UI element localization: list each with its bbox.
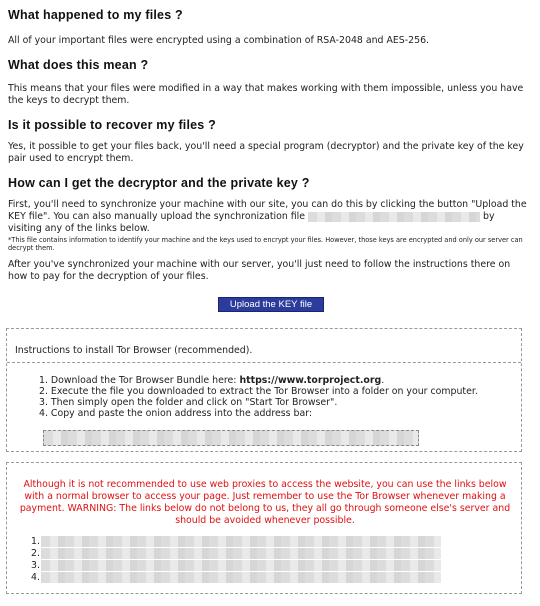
text-decryptor-part1: First, you'll need to synchronize your machine with our site, you can do this by clicking the button "Upload the KEY file". You can also manually upload the synchronization file [8, 199, 527, 222]
tor-step-3: 3. Then simply open the folder and click on "Start Tor Browser". [39, 397, 338, 408]
proxy-link-row-4: 4. [31, 571, 441, 583]
text-decryptor-part2: by visiting any of the links below. [8, 211, 495, 234]
proxy-link-row-2: 2. [31, 547, 441, 559]
heading-decryptor: How can I get the decryptor and the private key ? [8, 176, 310, 190]
tor-step-1: 1. Download the Tor Browser Bundle here: https://www.torproject.org. [39, 375, 385, 386]
tor-steps-list [39, 375, 478, 419]
text-decryptor [8, 199, 528, 235]
text-what-mean: This means that your files were modified in a way that makes working with them impossible, unless you have the keys to decrypt them. [8, 83, 524, 106]
text-what-happened: All of your important files were encrypted using a combination of RSA-2048 and AES-256. [8, 35, 430, 46]
proxy-links-list [31, 535, 441, 583]
tor-instructions-box [6, 328, 522, 452]
upload-key-file-button[interactable]: Upload the KEY file [218, 297, 324, 312]
text-after-sync: After you've synchronized your machine with our server, you'll just need to follow the instructions there on how to pay for the decryption of your files. [8, 259, 511, 282]
proxy-link-row-3: 3. [31, 559, 441, 571]
heading-what-mean: What does this mean ? [8, 58, 149, 72]
proxy-warning-text: Although it is not recommended to use web proxies to access the website, you can use the links below with a normal browser to access your page. Just remember to use the Tor Browser whenever making a payment. WARNING: The links below do not belong to us, they all go through someone else's server and should be avoided whenever possible. [19, 479, 511, 526]
proxy-link-3-redacted[interactable] [41, 560, 441, 571]
proxy-links-box [6, 462, 522, 594]
proxy-link-row-1: 1. [31, 535, 441, 547]
tor-step-4: 4. Copy and paste the onion address into the address bar: [39, 408, 313, 419]
tor-instructions-title: Instructions to install Tor Browser (recommended). [15, 345, 253, 356]
onion-address-field-redacted[interactable] [43, 430, 419, 446]
heading-what-happened: What happened to my files ? [8, 8, 183, 22]
sync-file-name-redacted [308, 212, 480, 222]
proxy-link-1-redacted[interactable] [41, 536, 441, 547]
proxy-link-2-redacted[interactable] [41, 548, 441, 559]
tor-project-link[interactable]: https://www.torproject.org [239, 375, 382, 386]
text-recover: Yes, it possible to get your files back, you'll need a special program (decryptor) and the private key of the key pair used to encrypt them. [8, 141, 524, 164]
heading-recover: Is it possible to recover my files ? [8, 118, 216, 132]
tor-step-2: 2. Execute the file you downloaded to extract the Tor Browser into a folder on your computer. [39, 386, 478, 397]
proxy-link-4-redacted[interactable] [41, 572, 441, 583]
file-note: *This file contains information to identify your machine and the keys used to encrypt your files. However, those keys are encrypted and only our server can decrypt them. [8, 236, 523, 252]
divider [7, 362, 521, 363]
